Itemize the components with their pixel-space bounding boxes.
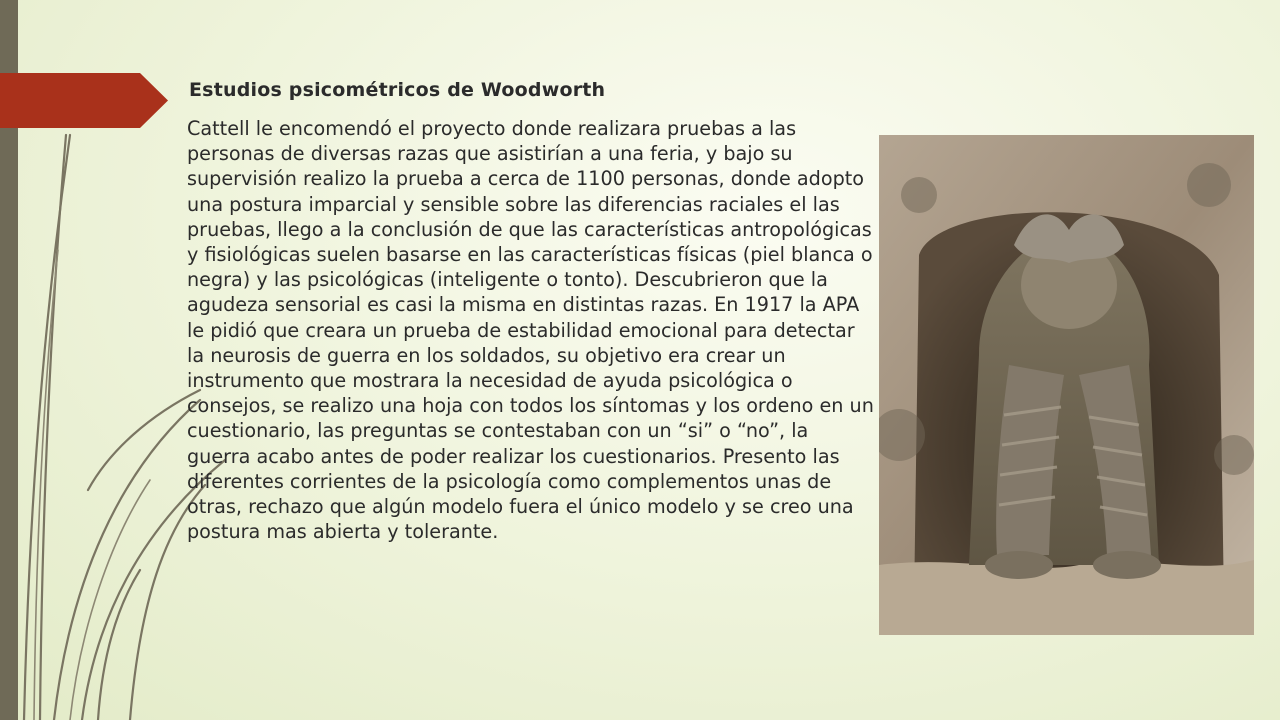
slide-body-text: Cattell le encomendó el proyecto donde realizara pruebas a las personas de diversas razas que asistirían a una feria, y bajo su supervisión realizo la prueba a cerca de 1100 personas, donde adopto una postura imparcial y sensible sobre las diferencias raciales el las pruebas, llego a la conclusión de que las características antropológicas y fisiológicas suelen basarse en las características físicas (piel blanca o negra) y las psicológicas (inteligente o tonto). Descubrieron que la agudeza sensorial es casi la misma en distintas razas. En 1917 la APA le pidió que creara un prueba de estabilidad emocional para detectar la neurosis de guerra en los soldados, su objetivo era crear un instrumento que mostrara la necesidad de ayuda psicológica o consejos, se realizo una hoja con todos los síntomas y los ordeno en un cuestionario, las preguntas se contestaban con un “si” o “no”, la guerra acabo antes de poder realizar los cuestionarios. Presento las diferentes corrientes de la psicología como complementos unas de otras, rechazo que algún modelo fuera el único modelo y se creo una postura mas abierta y tolerante.: [187, 117, 874, 544]
title-arrow-shape: [0, 73, 168, 128]
slide-title: Estudios psicométricos de Woodworth: [189, 79, 606, 101]
soldier-photo: [879, 135, 1254, 635]
